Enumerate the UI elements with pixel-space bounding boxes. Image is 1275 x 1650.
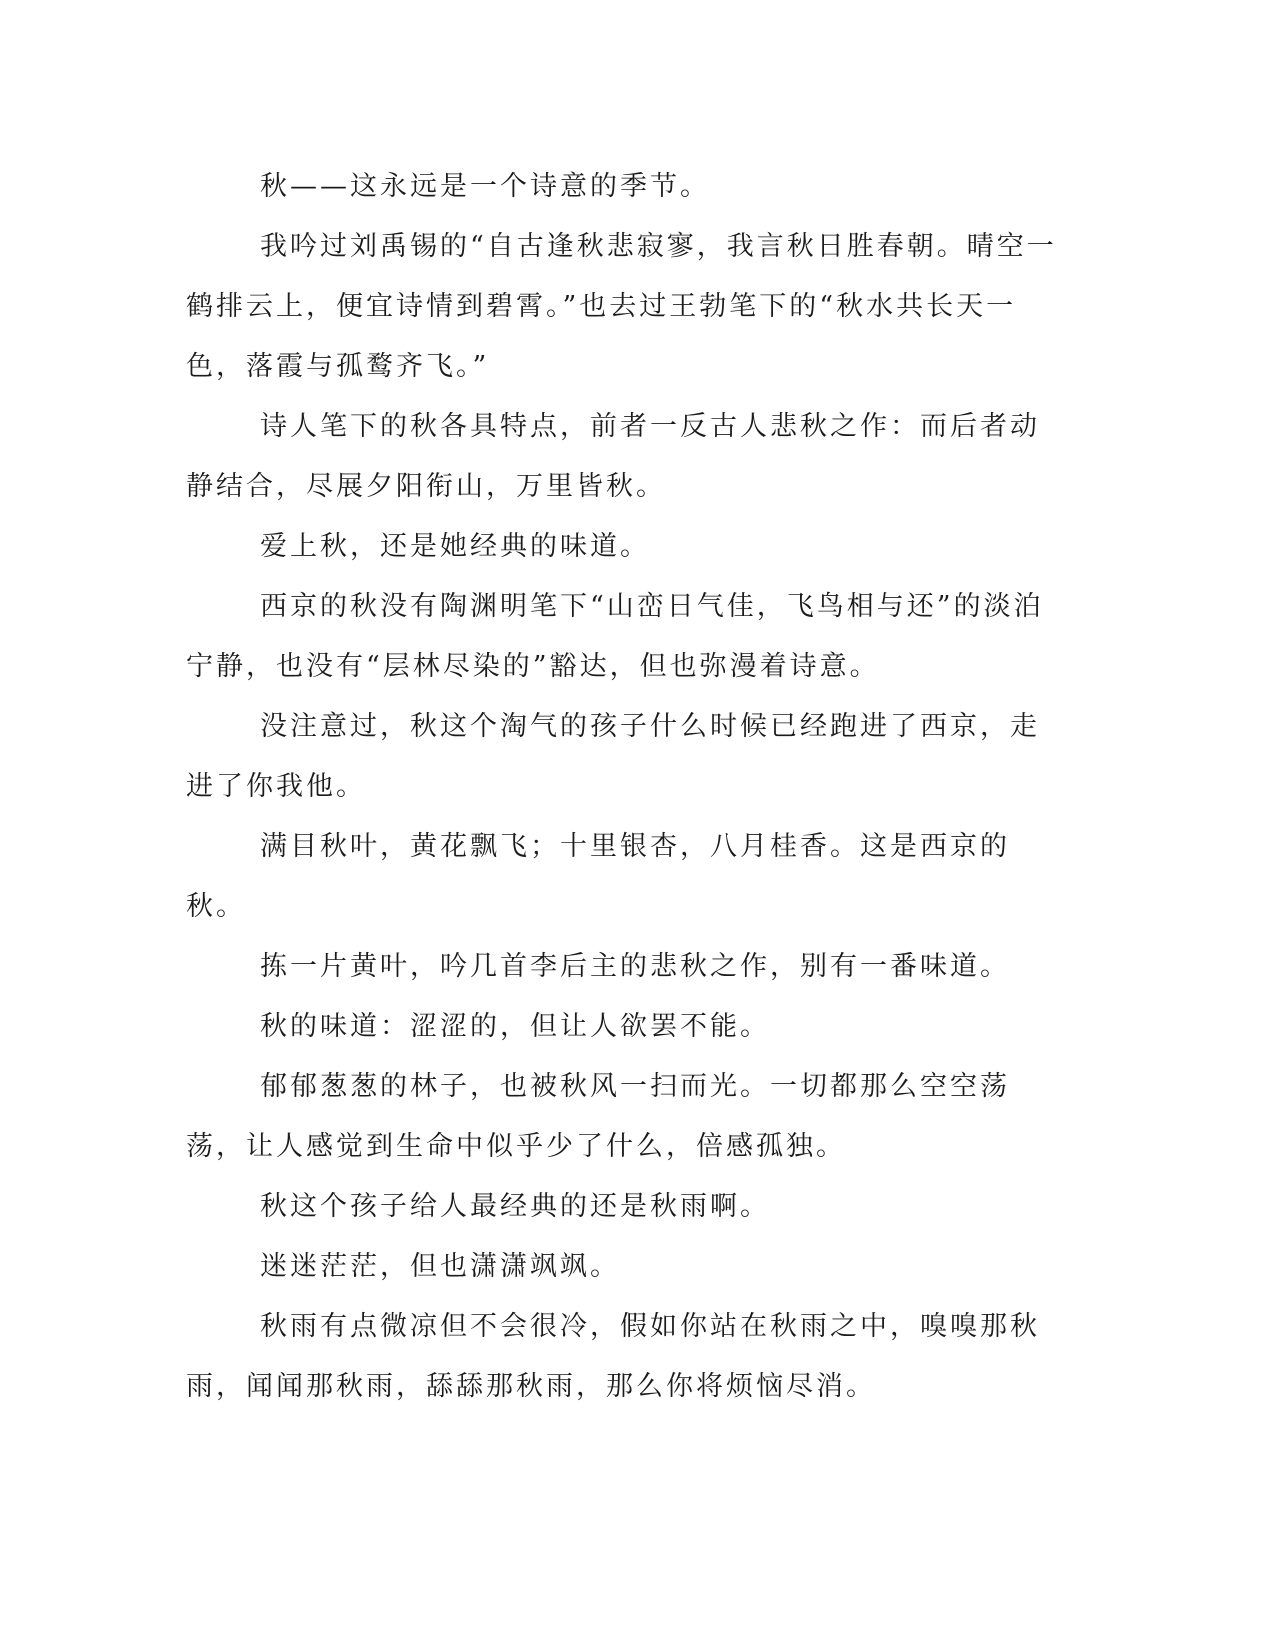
paragraph: 西京的秋没有陶渊明笔下“山峦日气佳，飞鸟相与还”的淡泊宁静，也没有“层林尽染的”豁达，但也弥漫着诗意。: [186, 591, 1044, 682]
paragraph: 没注意过，秋这个淘气的孩子什么时候已经跑进了西京，走进了你我他。: [186, 711, 1040, 802]
paragraph: 诗人笔下的秋各具特点，前者一反古人悲秋之作：而后者动静结合，尽展夕阳衔山，万里皆秋。: [186, 411, 1040, 502]
paragraph: 我吟过刘禹锡的“自古逢秋悲寂寥，我言秋日胜春朝。晴空一鹤排云上，便宜诗情到碧霄。”也去过王勃笔下的“秋水共长天一色，落霞与孤鹜齐飞。”: [186, 231, 1057, 382]
paragraph: 秋的味道：涩涩的，但让人欲罢不能。: [260, 1011, 770, 1042]
paragraph: 秋这个孩子给人最经典的还是秋雨啊。: [260, 1191, 770, 1222]
paragraph: 秋雨有点微凉但不会很冷，假如你站在秋雨之中，嗅嗅那秋雨，闻闻那秋雨，舔舔那秋雨，那么你将烦恼尽消。: [186, 1311, 1040, 1402]
paragraph: 郁郁葱葱的林子，也被秋风一扫而光。一切都那么空空荡荡，让人感觉到生命中似乎少了什么，倍感孤独。: [186, 1071, 1010, 1162]
paragraph: 秋——这永远是一个诗意的季节。: [260, 171, 710, 202]
paragraph: 满目秋叶，黄花飘飞；十里银杏，八月桂香。这是西京的秋。: [186, 831, 1010, 922]
paragraph: 拣一片黄叶，吟几首李后主的悲秋之作，别有一番味道。: [260, 951, 1010, 982]
paragraph: 爱上秋，还是她经典的味道。: [260, 531, 650, 562]
paragraph: 迷迷茫茫，但也潇潇飒飒。: [260, 1251, 620, 1282]
document-body: [186, 157, 1066, 1417]
